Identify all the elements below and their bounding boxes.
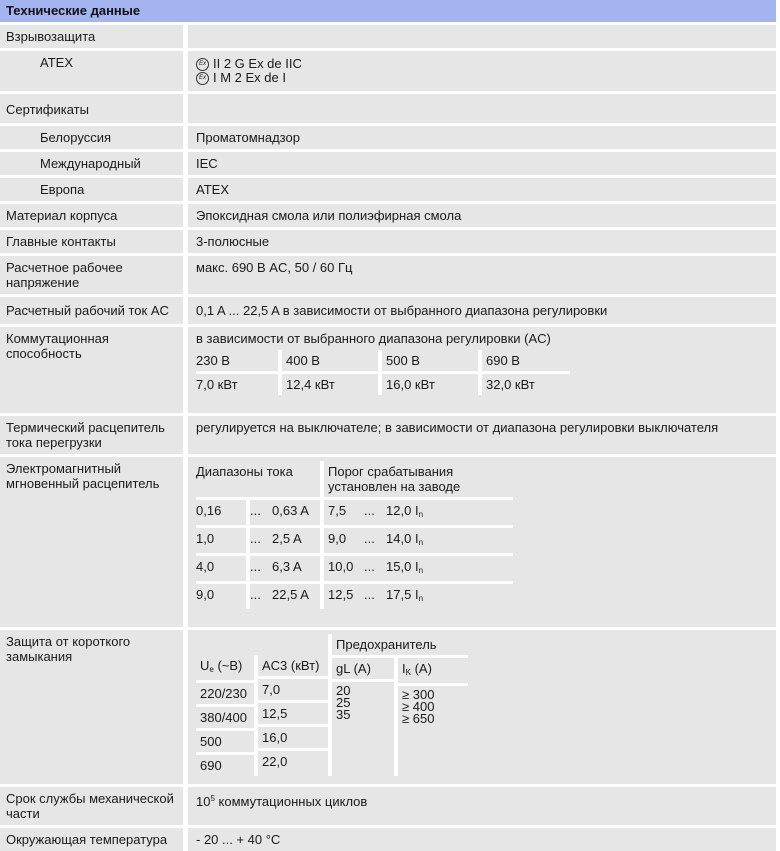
- ac3-cell: 16,0: [258, 727, 328, 751]
- row-label: Взрывозащита: [0, 25, 183, 48]
- row-label: Срок службы механической части: [0, 787, 183, 825]
- row-value: [188, 457, 776, 627]
- row-value: макс. 690 В AC, 50 / 60 Гц: [188, 256, 776, 294]
- magnetic-row: [196, 528, 513, 556]
- ac3-cell: 12,5: [258, 703, 328, 727]
- row-europe: [0, 175, 776, 201]
- atex-value: I M 2 Ex de I: [213, 70, 286, 86]
- row-label: ATEX: [0, 51, 183, 91]
- ik-values: ≥ 300 ≥ 400 ≥ 650: [402, 687, 435, 727]
- row-short: [0, 627, 776, 784]
- row-life: [0, 784, 776, 825]
- row-label: Расчетный рабочий ток AC: [0, 297, 183, 324]
- range-from: 9,0: [196, 584, 250, 609]
- row-value: регулируется на выключателе; в зависимости от диапазона регулировки выключателя: [188, 416, 776, 454]
- range-from: 1,0: [196, 528, 250, 556]
- switching-note: в зависимости от выбранного диапазона регулировки (AC): [196, 331, 551, 347]
- row-label: Главные контакты: [0, 230, 183, 253]
- ex-icon: Ex: [196, 72, 209, 85]
- ue-cell: 690: [200, 758, 222, 774]
- voltage-cell: 690 В: [482, 350, 570, 374]
- ac3-header: AC3 (кВт): [258, 655, 328, 679]
- row-value: 0,1 A ... 22,5 A в зависимости от выбранного диапазона регулировки: [188, 297, 776, 324]
- atex-value: II 2 G Ex de IIC: [213, 56, 302, 71]
- row-label: Международный: [0, 152, 183, 175]
- gl-values: 20 25 35: [336, 683, 351, 723]
- row-value: 3-полюсные: [188, 230, 776, 253]
- ue-cell: 500: [196, 731, 254, 755]
- row-value: ATEX: [188, 178, 776, 201]
- power-cell: 32,0 кВт: [486, 377, 535, 393]
- ac3-cell: 22,0: [262, 754, 288, 770]
- range-to: ... 22,5 A: [250, 584, 324, 609]
- ranges-header: Диапазоны тока: [196, 461, 324, 500]
- row-value: Проматомнадзор: [188, 126, 776, 149]
- row-value: [188, 25, 776, 48]
- row-contacts: [0, 227, 776, 253]
- ac3-cell: 7,0: [258, 679, 328, 703]
- row-voltage: [0, 253, 776, 294]
- range-from: 4,0: [196, 556, 250, 584]
- voltage-cell: 230 В: [196, 350, 282, 374]
- row-value: $10^5$ коммутационных циклов: [188, 787, 776, 825]
- row-value: - 20 ... + 40 °C: [188, 828, 776, 851]
- voltage-cell: 400 В: [282, 350, 382, 374]
- row-label: Сертификаты: [0, 94, 183, 123]
- power-cell: 7,0 кВт: [196, 374, 282, 395]
- threshold-header: [324, 461, 513, 500]
- row-label: Материал корпуса: [0, 204, 183, 227]
- magnetic-row: [196, 556, 513, 584]
- range-from: 0,16: [196, 500, 250, 528]
- ue-cell: 380/400: [196, 707, 254, 731]
- threshold: 10,0 ... 15,0 $I_n$: [324, 556, 513, 584]
- row-value: [188, 327, 776, 413]
- row-value: IEC: [188, 152, 776, 175]
- table-header: Технические данные: [0, 0, 776, 22]
- magnetic-row: [196, 500, 513, 528]
- row-label: Термический расцепитель тока перегрузки: [0, 416, 183, 454]
- row-label: Защита от короткого замыкания: [0, 630, 183, 784]
- row-value: [188, 630, 776, 784]
- threshold: 7,5 ... 12,0 $I_n$: [324, 500, 513, 528]
- row-label: Расчетное рабочее напряжение: [0, 256, 183, 294]
- row-magnetic: [0, 454, 776, 627]
- row-thermal: [0, 413, 776, 454]
- row-label: Коммутационная способность: [0, 327, 183, 413]
- power-cell: 12,4 кВт: [282, 374, 382, 395]
- row-value: [188, 51, 776, 91]
- row-belarus: [0, 123, 776, 149]
- ue-cell: 220/230: [196, 683, 254, 707]
- fuse-header: Предохранитель: [332, 634, 468, 658]
- ex-icon: Ex: [196, 58, 209, 71]
- row-intl: [0, 149, 776, 175]
- threshold: 9,0 ... 14,0 $I_n$: [324, 528, 513, 556]
- row-label: Окружающая температура: [0, 828, 183, 851]
- row-value: [188, 94, 776, 123]
- row-explosion: [0, 22, 776, 48]
- voltage-cell: 500 В: [382, 350, 482, 374]
- row-label: Белоруссия: [0, 126, 183, 149]
- row-switching: [0, 324, 776, 413]
- magnetic-table: [196, 461, 513, 609]
- short-circuit-table: [196, 634, 768, 776]
- gl-header: gL (A): [332, 658, 394, 682]
- row-value: Эпоксидная смола или полиэфирная смола: [188, 204, 776, 227]
- range-to: ... 2,5 A: [250, 528, 324, 556]
- threshold-header-text: Порог срабатывания установлен на заводе: [328, 464, 461, 495]
- switching-table: [196, 350, 570, 395]
- ue-header: $U_e$ (~В): [196, 655, 254, 683]
- row-label: Электромагнитный мгновенный расцепитель: [0, 457, 183, 627]
- range-to: ... 6,3 A: [250, 556, 324, 584]
- range-to: ... 0,63 A: [250, 500, 324, 528]
- magnetic-row: [196, 584, 513, 609]
- row-atex: [0, 48, 776, 91]
- row-certs: [0, 91, 776, 123]
- threshold: 12,5 ... 17,5 $I_n$: [328, 587, 424, 604]
- row-material: [0, 201, 776, 227]
- power-cell: 16,0 кВт: [382, 374, 482, 395]
- row-temp: [0, 825, 776, 851]
- ik-header: $I_K$ (A): [398, 658, 468, 686]
- row-current: [0, 294, 776, 324]
- row-label: Европа: [0, 178, 183, 201]
